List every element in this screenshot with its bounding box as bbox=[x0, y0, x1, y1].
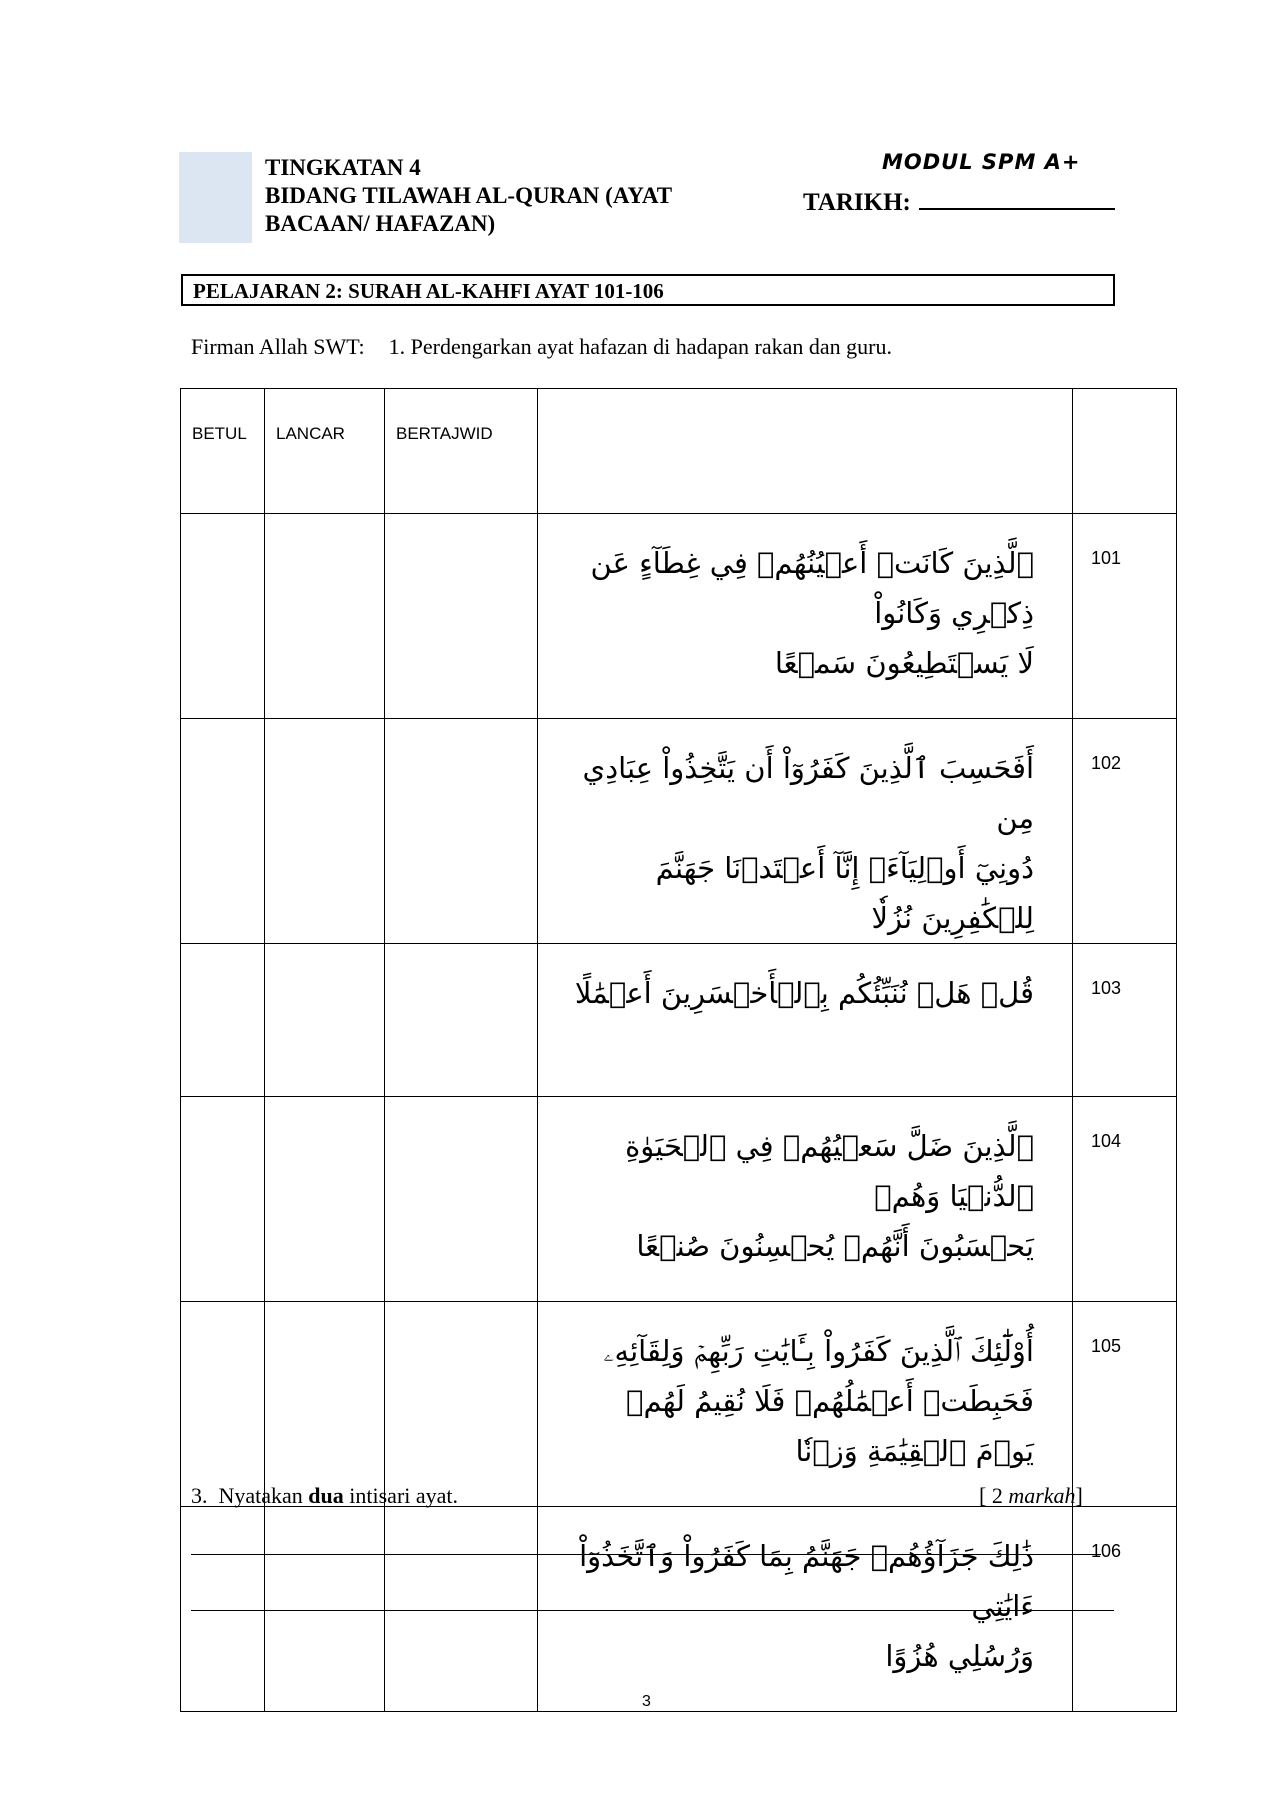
betul-checkbox-cell[interactable] bbox=[181, 719, 265, 944]
marks-open: [ 2 bbox=[979, 1483, 1009, 1508]
ayah-line: ذَٰلِكَ جَزَآؤُهُمۡ جَهَنَّمُ بِمَا كَفَرُواْ وَٱتَّخَذُوٓاْ ءَايَٰتِي bbox=[579, 1539, 1034, 1623]
question-3 bbox=[191, 1483, 458, 1509]
bertajwid-checkbox-cell[interactable] bbox=[385, 1097, 538, 1302]
ayah-line: ٱلَّذِينَ ضَلَّ سَعۡيُهُمۡ فِي ٱلۡحَيَوٰةِ ٱلدُّنۡيَا وَهُمۡ bbox=[625, 1129, 1034, 1213]
marks-close: ] bbox=[1075, 1483, 1083, 1508]
ayah-line: دُونِيٓ أَوۡلِيَآءَۚ إِنَّآ أَعۡتَدۡنَا جَهَنَّمَ لِلۡكَٰفِرِينَ نُزُلٗا bbox=[655, 851, 1034, 935]
lancar-checkbox-cell[interactable] bbox=[265, 1097, 385, 1302]
betul-checkbox-cell[interactable] bbox=[181, 514, 265, 719]
ayah-line: وَرُسُلِي هُزُوًا bbox=[885, 1639, 1034, 1673]
question-3-bold: dua bbox=[308, 1483, 344, 1508]
table-row bbox=[181, 1097, 1177, 1302]
marks-label bbox=[979, 1483, 1083, 1509]
header-betul: BETUL bbox=[181, 389, 265, 514]
ayah-number: 103 bbox=[1073, 944, 1177, 1097]
ayah-text bbox=[538, 514, 1073, 719]
bertajwid-checkbox-cell[interactable] bbox=[385, 1507, 538, 1712]
question-3-suffix: intisari ayat. bbox=[343, 1483, 459, 1508]
tarikh-label: TARIKH: bbox=[803, 189, 911, 216]
header-shaded-box bbox=[179, 152, 252, 243]
ayah-line: أَفَحَسِبَ ٱلَّذِينَ كَفَرُوٓاْ أَن يَتَّخِذُواْ عِبَادِي مِن bbox=[582, 751, 1034, 835]
betul-checkbox-cell[interactable] bbox=[181, 1097, 265, 1302]
marks-word: markah bbox=[1008, 1483, 1076, 1508]
header-ayat-blank bbox=[538, 389, 1073, 514]
table-row bbox=[181, 944, 1177, 1097]
table-row bbox=[181, 514, 1177, 719]
ayah-text bbox=[538, 1507, 1073, 1712]
ayah-line: قُلۡ هَلۡ نُنَبِّئُكُم بِٱلۡأَخۡسَرِينَ أَعۡمَٰلًا bbox=[574, 976, 1034, 1010]
firman-instruction: 1. Perdengarkan ayat hafazan di hadapan rakan dan guru. bbox=[388, 334, 892, 359]
betul-checkbox-cell[interactable] bbox=[181, 944, 265, 1097]
header-bertajwid: BERTAJWID bbox=[385, 389, 538, 514]
table-header-row bbox=[181, 389, 1177, 514]
table-row bbox=[181, 719, 1177, 944]
lancar-checkbox-cell[interactable] bbox=[265, 944, 385, 1097]
bertajwid-checkbox-cell[interactable] bbox=[385, 514, 538, 719]
lancar-checkbox-cell[interactable] bbox=[265, 1507, 385, 1712]
lesson-title-box bbox=[181, 274, 1115, 306]
ayah-number: 101 bbox=[1073, 514, 1177, 719]
answer-line-1[interactable] bbox=[191, 1554, 1101, 1555]
ayah-text bbox=[538, 1302, 1076, 1508]
ayah-line: ٱلَّذِينَ كَانَتۡ أَعۡيُنُهُمۡ فِي غِطَآءٍ عَن ذِكۡرِي وَكَانُواْ bbox=[590, 546, 1034, 630]
ayah-line: يَحۡسَبُونَ أَنَّهُمۡ يُحۡسِنُونَ صُنۡعًا bbox=[636, 1229, 1034, 1263]
answer-line-2[interactable] bbox=[191, 1610, 1114, 1611]
modul-label: MODUL SPM A+ bbox=[882, 150, 1081, 174]
firman-label: Firman Allah SWT: bbox=[191, 334, 365, 359]
ayah-number: 105 bbox=[1073, 1302, 1177, 1507]
table-row bbox=[181, 1507, 1177, 1712]
ayah-text bbox=[538, 1097, 1073, 1302]
tarikh-field bbox=[803, 186, 1115, 217]
header-left-block bbox=[265, 154, 672, 238]
lancar-checkbox-cell[interactable] bbox=[265, 1302, 385, 1507]
bidang-line-2: BACAAN/ HAFAZAN) bbox=[265, 211, 496, 236]
ayah-number: 102 bbox=[1073, 719, 1177, 944]
bertajwid-checkbox-cell[interactable] bbox=[385, 719, 538, 944]
lancar-checkbox-cell[interactable] bbox=[265, 514, 385, 719]
lesson-title: PELAJARAN 2: SURAH AL-KAHFI AYAT 101-106 bbox=[193, 279, 664, 303]
tarikh-blank-line[interactable] bbox=[919, 186, 1115, 210]
ayah-number: 104 bbox=[1073, 1097, 1177, 1302]
ayah-text bbox=[538, 944, 1073, 1097]
bidang-line-1: BIDANG TILAWAH AL-QURAN (AYAT bbox=[265, 183, 673, 208]
ayah-number: 106 bbox=[1073, 1507, 1177, 1712]
ayah-text bbox=[538, 719, 1073, 944]
ayah-line: أُوْلَٰٓئِكَ ٱلَّذِينَ كَفَرُواْ بِـَٔايَٰتِ رَبِّهِمۡ وَلِقَآئِهِۦ bbox=[603, 1334, 1034, 1368]
page-number: 3 bbox=[642, 1693, 651, 1710]
table-row bbox=[181, 1302, 1177, 1507]
ayah-line: فَحَبِطَتۡ أَعۡمَٰلُهُمۡ فَلَا نُقِيمُ لَهُمۡ يَوۡمَ ٱلۡقِيَٰمَةِ وَزۡنٗا bbox=[626, 1384, 1034, 1468]
tingkatan-label: TINGKATAN 4 bbox=[265, 155, 421, 180]
bertajwid-checkbox-cell[interactable] bbox=[385, 1302, 538, 1507]
firman-line bbox=[191, 334, 892, 360]
betul-checkbox-cell[interactable] bbox=[181, 1507, 265, 1712]
recitation-table bbox=[180, 388, 1177, 1712]
header-number-blank bbox=[1073, 389, 1177, 514]
header-lancar: LANCAR bbox=[265, 389, 385, 514]
ayah-line: لَا يَسۡتَطِيعُونَ سَمۡعًا bbox=[774, 646, 1034, 680]
betul-checkbox-cell[interactable] bbox=[181, 1302, 265, 1507]
question-3-prefix: 3. Nyatakan bbox=[191, 1483, 309, 1508]
lancar-checkbox-cell[interactable] bbox=[265, 719, 385, 944]
bertajwid-checkbox-cell[interactable] bbox=[385, 944, 538, 1097]
